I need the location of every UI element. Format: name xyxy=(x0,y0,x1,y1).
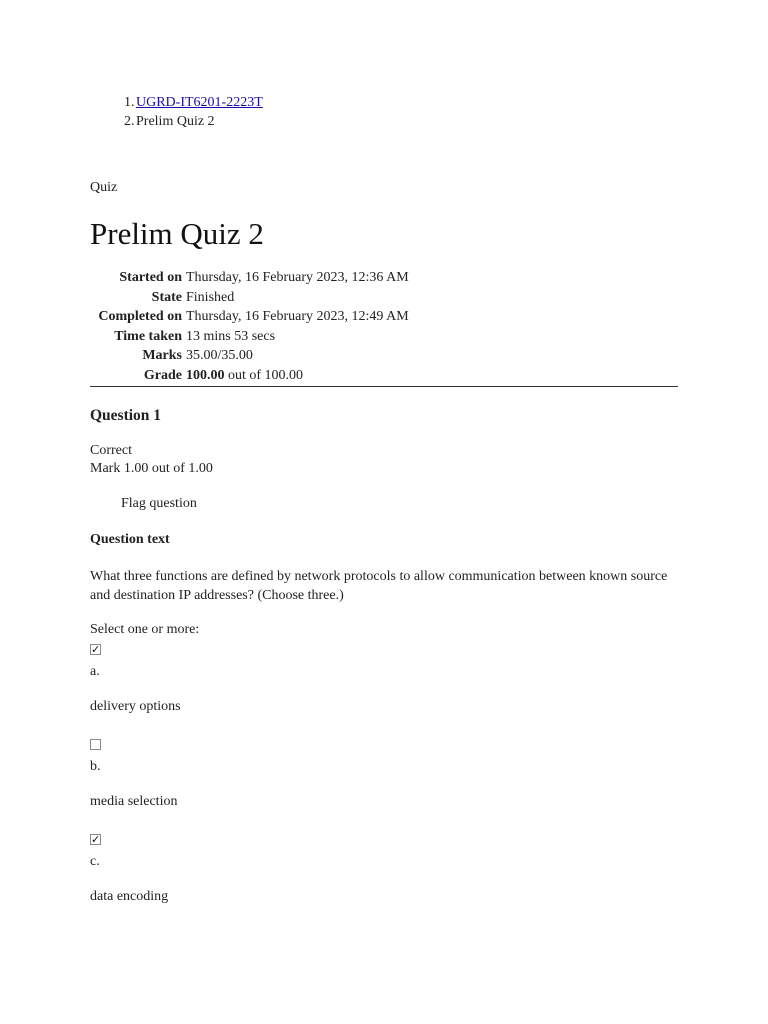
option-b-letter: b. xyxy=(90,759,101,774)
breadcrumb-current-label: Prelim Quiz 2 xyxy=(136,114,215,129)
summary-value: Thursday, 16 February 2023, 12:49 AM xyxy=(186,309,409,325)
summary-label: Marks xyxy=(142,348,182,364)
option-a-checkbox[interactable] xyxy=(90,644,101,655)
question-mark: Mark 1.00 out of 1.00 xyxy=(90,461,213,476)
option-c-letter: c. xyxy=(90,854,100,869)
question-number-heading: Question 1 xyxy=(90,407,162,424)
summary-row-completed xyxy=(90,307,678,327)
option-a-letter: a. xyxy=(90,664,100,679)
breadcrumb-item-number: 2. xyxy=(124,114,135,129)
page-title: Prelim Quiz 2 xyxy=(90,216,264,251)
summary-row-state xyxy=(90,288,678,308)
checkmark-icon: ✓ xyxy=(91,643,101,656)
checkmark-icon: ✓ xyxy=(91,833,101,846)
option-a-text: delivery options xyxy=(90,699,181,714)
option-b-text: media selection xyxy=(90,794,178,809)
summary-value: 35.00/35.00 xyxy=(186,348,253,364)
summary-value: 13 mins 53 secs xyxy=(186,328,276,344)
summary-row-grade xyxy=(90,366,678,386)
option-c-text: data encoding xyxy=(90,889,169,904)
answer-prompt: Select one or more: xyxy=(90,622,200,637)
grade-score: 100.00 xyxy=(186,367,225,383)
summary-label: Completed on xyxy=(98,309,182,325)
option-b-checkbox[interactable] xyxy=(90,739,101,750)
breadcrumb-item-quiz xyxy=(90,112,263,131)
option-c-checkbox[interactable] xyxy=(90,834,101,845)
summary-value: Thursday, 16 February 2023, 12:36 AM xyxy=(186,270,409,285)
breadcrumb xyxy=(90,93,263,131)
summary-label: Grade xyxy=(143,367,182,383)
summary-row-time-taken xyxy=(90,327,678,347)
summary-label: Time taken xyxy=(114,328,182,344)
summary-value xyxy=(186,366,678,386)
summary-label: Started on xyxy=(119,270,182,285)
summary-row-started xyxy=(90,268,678,288)
attempt-summary-table xyxy=(90,268,678,387)
breadcrumb-item-course xyxy=(90,93,263,112)
question-text: What three functions are defined by network protocols to allow communication between known source and destination IP addresses? (Choose three.) xyxy=(90,569,668,603)
flag-question-link[interactable]: Flag question xyxy=(121,496,197,511)
question-text-heading: Question text xyxy=(90,532,170,547)
activity-type-label: Quiz xyxy=(90,180,118,195)
grade-out-of: out of 100.00 xyxy=(228,367,304,383)
question-status: Correct xyxy=(90,443,132,458)
breadcrumb-item-number: 1. xyxy=(124,95,135,110)
summary-value: Finished xyxy=(186,289,235,305)
summary-row-marks xyxy=(90,346,678,366)
summary-label: State xyxy=(151,289,182,305)
breadcrumb-course-link[interactable]: UGRD-IT6201-2223T xyxy=(136,95,263,110)
